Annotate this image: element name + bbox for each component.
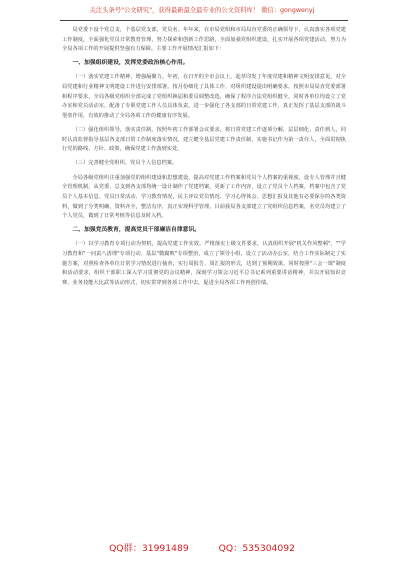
qq-group-number: QQ群：31991489 (109, 543, 189, 554)
qq-number: QQ：535304092 (218, 543, 295, 554)
header-watermark: 关注头条号"公文研究"，获得最新最全最专业的公文资料库！ 微信：gongwenyj (89, 7, 315, 14)
section-1-title: 一、加强组织建设，发挥党委政治核心作用。 (72, 60, 189, 67)
section-1-paragraph-1: （一）落实党建工作精神，增强凝聚力。年初，在日开的全市会议上，起草印发了年度党建和精神文明安排意见，对全局党建和行业精神文明建设工作进行安排部署。按月份细化了具体工作，对组织建设提出明确要求。按照市局局直党委部署和程序要求，全局各级党组织全部完成了党组织换届和委员调整改选，确保了程序合法党组织健全，同时各单位均设立了党办室和党员活动室，配备了专职党建工作人员具体负责，进一步强化了各支部的日常党建工作，真正发挥了基层支部的战斗堡垒作用，有效的推动了全局各项工作的健康有序发展。 (62, 74, 346, 119)
section-1-paragraph-3: 全局各级党组织注重加强党的组织建设和思想建设，提高对党建工作档案和党员个人档案的重视度，设专人管理并且健全管理机制，从党委、总支到各支部均统一设计制作了党建档案，更新了工作内容，设立了党员个人档案，档案中包含了党员个人基本信息、党员日常活动、学习教育情况，民主评议党员情况、学习心得体会、思想汇报及其他有必要保存的各类资料，做到了分类明确，资料齐全，整洁有序，真正实现科学管理。目前我局各支部建立了党组织信息档案，名党员均建立了个人党员，做到了日常考核等信息及时入档。 (62, 174, 346, 220)
header-divider (60, 20, 348, 21)
intro-paragraph: 局党委下设个党总支，个基层党支部，党员名。年年来，在市局党组和市局局直党委的正确领导下，认真落实各项党建工作制度，全面强化党员日常教育管理，努力探索和创新工作思路，全面加强党组织建设，扎实开展各项党建活动，努力为全局各项工作的开展提供坚强有力保障。主要工作开展情况汇报如下： (62, 27, 346, 53)
document-body (62, 26, 346, 293)
section-1-paragraph-2: （二）强化组织领导，落实责任制。按照年初工作部署会议要求，将日常党建工作逐项分解，层层细化，责任到人，同时认真监督指导基层各支部日常工作制度落实情况，建立健全基层党建工作责任制，实施书记作为第一责任人，全面贯彻执行党的路线、方针、政策，确保党建工作落到实处。 (62, 126, 346, 153)
footer-contact (52, 540, 352, 554)
section-2-paragraph-1: （一）以学习教育专项行动为契机，提高党建工作实效。严格落实上级文件要求，认真组织开展"机关作风整顿"、""学习教育和"一问责八清理"专项行动、基层"微腐败"专项整治，成立了领导小组，设立了活动办公室，结合工作实际制定了实施方案，对照检查各单位日常学习情况进行抽查，实行周报告、周汇报的形式，达到了预期效果。同时按照"三会一课"制度和活动要求，组织干部职工深入学习贯彻党的会议精神，深刻学习领会习近平总书记系列重要讲话精神，并以开展知识竞赛、业务技能大比武等活动形式，切实贯穿到各项工作中去，促进全局各项工作再创佳绩。 (62, 241, 346, 286)
section-1-subheading-3: （三）完善健全党组织、党员个人信息档案。 (72, 160, 178, 167)
section-2-title: 二、加强党员教育，提高党员干部廉洁自律意识。 (72, 227, 201, 234)
